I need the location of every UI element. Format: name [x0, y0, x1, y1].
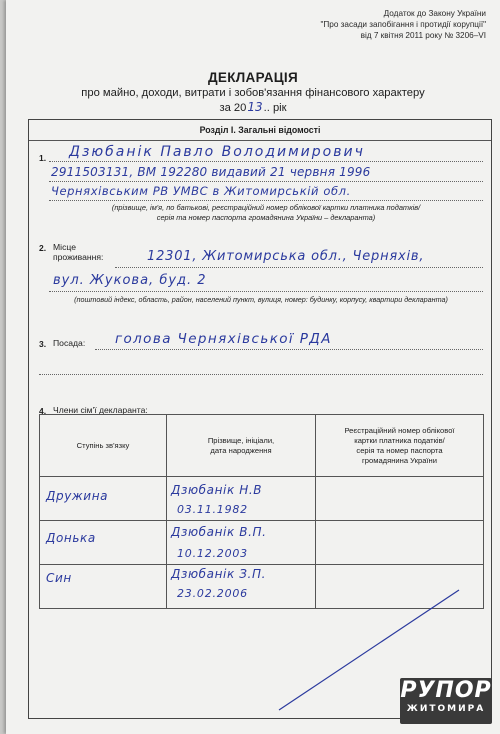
field3-label: Посада:: [53, 338, 86, 348]
legal-reference-line2: "Про засади запобігання і протидії корупції": [320, 20, 486, 29]
field2-hand-address2: вул. Жукова, буд. 2: [53, 273, 207, 288]
row3-relation: Син: [46, 571, 72, 585]
column-relation: Ступінь зв'язку: [40, 415, 167, 477]
row1-id-cell: [316, 477, 484, 521]
field1-line2: [49, 181, 483, 182]
row1-relation: Дружина: [46, 489, 109, 503]
field1-line1: [49, 161, 483, 162]
watermark-logo: [400, 678, 492, 724]
table-header-row: [40, 415, 484, 477]
row1-birth: 03.11.1982: [177, 503, 248, 516]
field2-number: 2.: [39, 243, 47, 253]
year-prefix: за 20: [219, 102, 247, 114]
watermark-sub: ЖИТОМИРА: [406, 704, 486, 714]
section-title: Розділ І. Загальні відомості: [199, 125, 321, 135]
legal-reference: [256, 8, 486, 41]
field4-number: 4.: [39, 406, 47, 416]
column-registration: Реєстраційний номер облікової картки платника податків/ серія та номер паспорта громадянина України: [316, 415, 484, 477]
document-page: [6, 0, 500, 734]
field2-line1: [115, 267, 483, 268]
field1-line3: [49, 200, 483, 201]
row2-birth: 10.12.2003: [177, 547, 248, 560]
table-row: [40, 477, 484, 521]
year-handwritten: 13: [247, 100, 263, 114]
legal-reference-line1: Додаток до Закону України: [383, 9, 486, 18]
subtitle-line1: про майно, доходи, витрати і зобов'язання фінансового характеру: [81, 87, 425, 99]
field3-number: 3.: [39, 339, 47, 349]
year-dots: ..: [263, 102, 270, 114]
watermark-main: РУПОР: [400, 678, 492, 703]
column-name-birth: Прізвище, ініціали, дата народження: [167, 415, 316, 477]
subtitle-year-line: [219, 100, 286, 115]
row3-name: Дзюбанік З.П.: [171, 567, 266, 581]
row3-birth: 23.02.2006: [177, 587, 248, 600]
document-subtitle: [36, 86, 470, 115]
legal-reference-line3: від 7 квітня 2011 року № 3206–VI: [360, 31, 486, 40]
row2-name: Дзюбанік В.П.: [171, 525, 267, 539]
field3-line2: [39, 374, 483, 375]
field3-hand-position: голова Черняхівської РДА: [115, 331, 332, 347]
year-suffix: рік: [272, 102, 287, 114]
document-title: ДЕКЛАРАЦІЯ: [208, 70, 298, 85]
section-divider: [29, 140, 491, 141]
field4-label: Члени сім'ї декларанта:: [53, 405, 148, 415]
row2-id-cell: [316, 521, 484, 565]
field2-caption: (поштовий індекс, область, район, населений пункт, вулиця, номер: будинку, корпусу, квартири декларанта): [74, 295, 448, 304]
table-row: [40, 521, 484, 565]
row1-name-cell: [167, 477, 316, 521]
field2-line2: [49, 291, 483, 292]
row2-name-cell: [167, 521, 316, 565]
field2-hand-address1: 12301, Житомирська обл., Черняхів,: [147, 249, 425, 264]
declaration-form: [28, 119, 492, 719]
row2-relation: Донька: [46, 531, 96, 545]
field3-line1: [95, 349, 483, 350]
field1-number: 1.: [39, 153, 47, 163]
row1-relation-cell: [40, 477, 167, 521]
field2-label: Місце проживання:: [53, 242, 104, 262]
row1-name: Дзюбанік Н.В: [171, 483, 263, 497]
field1-hand-name: Дзюбанік Павло Володимирович: [69, 144, 365, 160]
field1-caption: (прізвище, ім'я, по батькові, реєстраційний номер облікової картки платника податків/ серія та номер паспорта громадянина України – декларанта): [111, 203, 421, 222]
field1-hand-issuer: Черняхівським РВ УМВС в Житомирській обл.: [51, 184, 351, 198]
field1-hand-id: 2911503131, ВМ 192280 видавий 21 червня 1996: [51, 165, 371, 179]
row2-relation-cell: [40, 521, 167, 565]
